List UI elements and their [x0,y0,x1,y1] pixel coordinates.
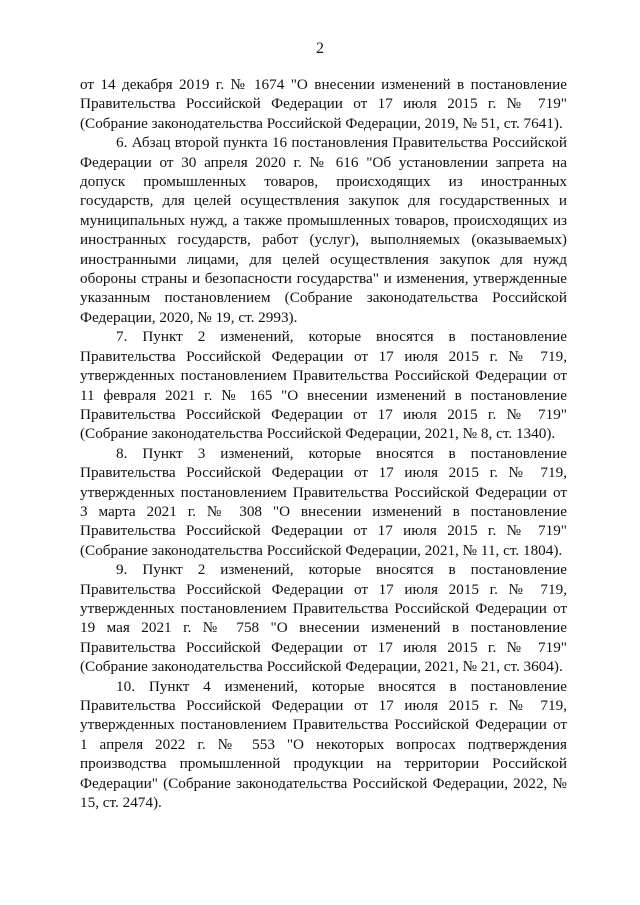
paragraph-item-6: 6. Абзац второй пункта 16 постановления Правительства Российской Федерации от 30 апреля 2020 г. № 616 "Об установлении запрета на допуск промышленных товаров, происходящих из иностранных государств, для целей осуществления закупок для государственных и муниципальных нужд, а также промышленных товаров, происходящих из иностранных государств, работ (услуг), выполняемых (оказываемых) иностранными лицами, для целей осуществления закупок для нужд обороны страны и безопасности государства" и изменения, утвержденные указанным постановлением (Собрание законодательства Российской Федерации, 2020, № 19, ст. 2993). [80,134,567,326]
paragraph-item-10: 10. Пункт 4 изменений, которые вносятся в постановление Правительства Российской Федерации от 17 июля 2015 г. № 719, утвержденных постановлением Правительства Российской Федерации от 1 апреля 2022 г. № 553 "О некоторых вопросах подтверждения производства промышленной продукции на территории Российской Федерации" (Собрание законодательства Российской Федерации, 2022, № 15, ст. 2474). [80,677,567,812]
document-body [80,75,567,812]
paragraph-item-9: 9. Пункт 2 изменений, которые вносятся в постановление Правительства Российской Федерации от 17 июля 2015 г. № 719, утвержденных постановлением Правительства Российской Федерации от 19 мая 2021 г. № 758 "О внесении изменений в постановление Правительства Российской Федерации от 17 июля 2015 г. № 719" (Собрание законодательства Российской Федерации, 2021, № 21, ст. 3604). [80,561,567,676]
paragraph-item-5-continuation: от 14 декабря 2019 г. № 1674 "О внесении изменений в постановление Правительства Российской Федерации от 17 июля 2015 г. № 719" (Собрание законодательства Российской Федерации, 2019, № 51, ст. 7641). [80,76,567,132]
paragraph-item-7: 7. Пункт 2 изменений, которые вносятся в постановление Правительства Российской Федерации от 17 июля 2015 г. № 719, утвержденных постановлением Правительства Российской Федерации от 11 февраля 2021 г. № 165 "О внесении изменений в постановление Правительства Российской Федерации от 17 июля 2015 г. № 719" (Собрание законодательства Российской Федерации, 2021, № 8, ст. 1340). [80,328,567,443]
page-number: 2 [316,40,324,57]
paragraph-item-8: 8. Пункт 3 изменений, которые вносятся в постановление Правительства Российской Федерации от 17 июля 2015 г. № 719, утвержденных постановлением Правительства Российской Федерации от 3 марта 2021 г. № 308 "О внесении изменений в постановление Правительства Российской Федерации от 17 июля 2015 г. № 719" (Собрание законодательства Российской Федерации, 2021, № 11, ст. 1804). [80,444,567,559]
